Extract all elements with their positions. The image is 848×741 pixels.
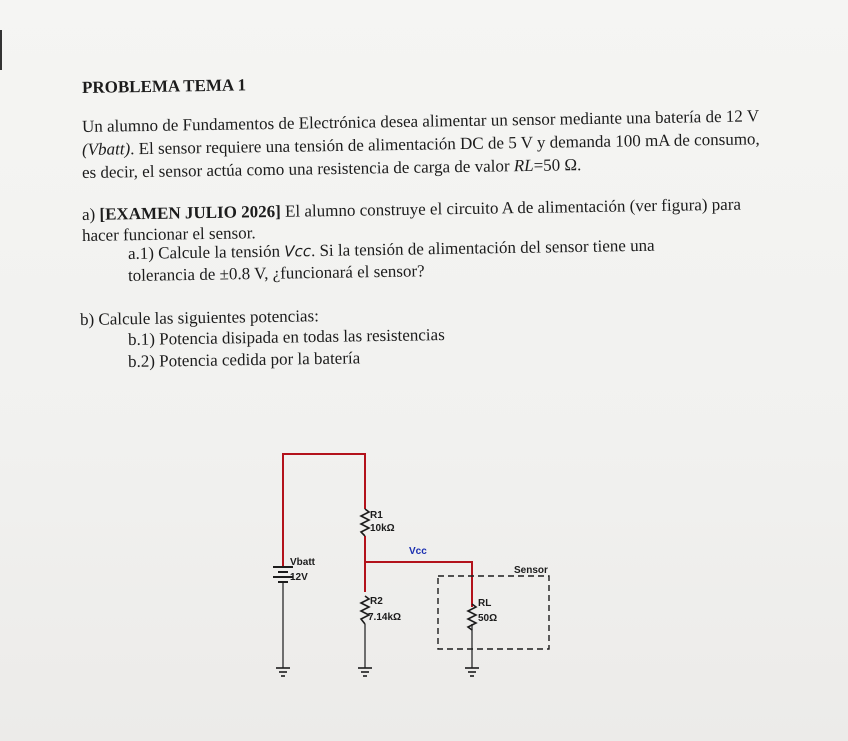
- ground-symbols: [276, 668, 479, 676]
- top-wire: [283, 454, 365, 566]
- ground-wires: [283, 582, 472, 668]
- part-a-text: El alumno construye el circuito A de alimentación (ver figura) para: [280, 194, 742, 221]
- ground-icon: [276, 668, 290, 676]
- vcc-node-label: Vcc: [409, 546, 427, 557]
- part-a1-line-2: tolerancia de ±0.8 V, ¿funcionará el sensor?: [127, 261, 425, 285]
- battery-value-label: 12V: [290, 572, 308, 583]
- r1-name-label: R1: [370, 510, 383, 521]
- intro-line-3-start: es decir, el sensor actúa como una resistencia de carga de valor: [81, 156, 514, 182]
- part-a-prefix: a): [81, 204, 100, 224]
- part-a-line-2: hacer funcionar el sensor.: [81, 223, 256, 245]
- rl-ref: RL: [513, 155, 534, 176]
- part-b1: b.1) Potencia disipada en todas las resistencias: [127, 325, 445, 349]
- sensor-label: Sensor: [514, 565, 548, 576]
- intro-line-3-end: =50 Ω.: [533, 155, 582, 175]
- part-a1-start: a.1) Calcule la tensión: [127, 241, 285, 263]
- ground-icon: [358, 668, 372, 676]
- intro-line-2-text: . El sensor requiere una tensión de alimentación DC de 5 V y demanda 100 mA de consumo,: [129, 129, 760, 159]
- r1-value-label: 10kΩ: [370, 523, 395, 534]
- problem-title: PROBLEMA TEMA 1: [81, 75, 247, 97]
- ground-icon: [465, 668, 479, 676]
- intro-line-1-text: Un alumno de Fundamentos de Electrónica desea alimentar un sensor mediante una batería de 12 V: [81, 106, 760, 136]
- r1-resistor-symbol: [361, 509, 369, 536]
- r2-value-label: 7.14kΩ: [368, 612, 402, 623]
- battery-name-label: Vbatt: [290, 557, 315, 568]
- part-a1-end: . Si la tensión de alimentación del sensor tiene una: [310, 235, 655, 261]
- rl-value-label: 50Ω: [478, 613, 498, 624]
- vcc-ref: Vcc: [284, 242, 312, 261]
- exam-tag: [EXAMEN JULIO 2026]: [99, 201, 281, 224]
- r2-name-label: R2: [370, 596, 383, 607]
- part-b2: b.2) Potencia cedida por la batería: [127, 348, 361, 371]
- vbatt-ref: (Vbatt): [81, 139, 131, 159]
- part-b-heading: b) Calcule las siguientes potencias:: [79, 306, 320, 329]
- rl-name-label: RL: [478, 598, 492, 609]
